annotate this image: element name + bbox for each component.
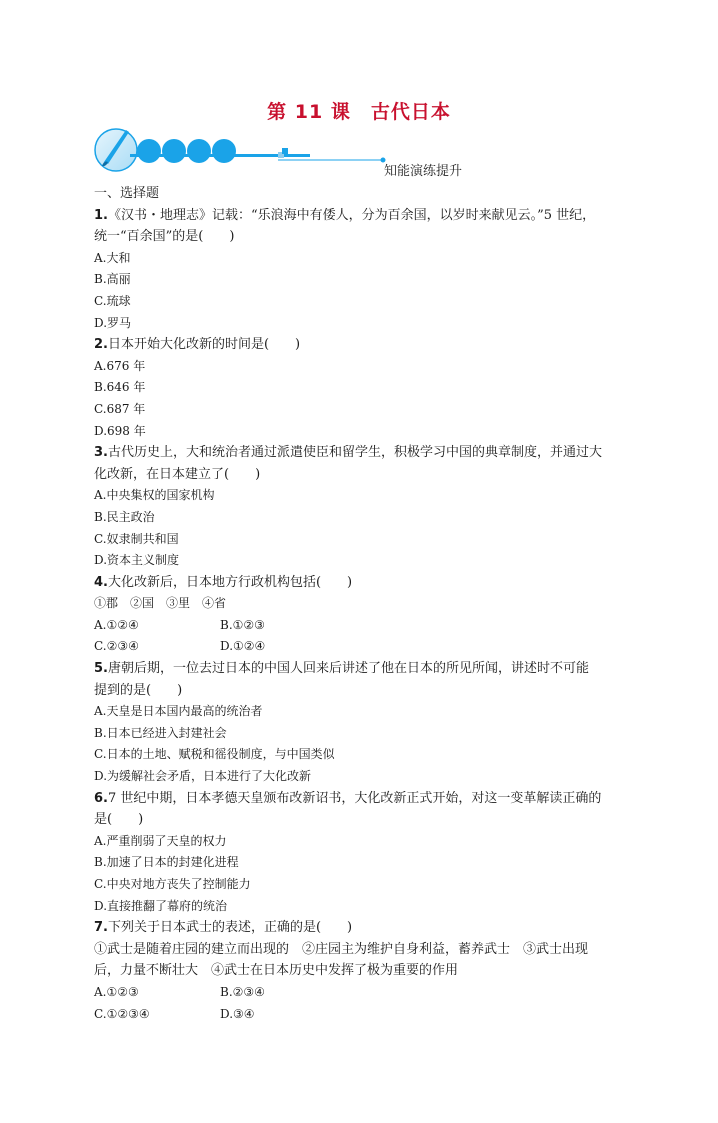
question-text: 唐朝后期，一位去过日本的中国人回来后讲述了他在日本的所见所闻，讲述时不可能 [107,661,589,677]
option-d: D.资本主义制度 [94,553,180,568]
option-a: A.大和 [94,250,131,265]
option-a: A.中央集权的国家机构 [94,488,215,503]
question-text: 化改新，在日本建立了( ) [94,466,261,482]
question-text: 日本开始大化改新的时间是( ) [107,337,301,353]
option-c: C.687 年 [94,401,146,416]
question-7 [94,917,639,1025]
question-items: ①武士是随着庄园的建立而出现的 ②庄园主为维护自身利益，蓄养武士 ③武士出现 [94,941,589,957]
question-1 [94,205,639,335]
option-c: C.奴隶制共和国 [94,531,179,546]
question-number: 6. [94,790,108,806]
question-items: 后，力量不断壮大 ④武士在日本历史中发挥了极为重要的作用 [94,963,459,979]
option-c: C.中央对地方丧失了控制能力 [94,877,251,891]
option-b: B.日本已经进入封建社会 [94,725,227,740]
question-number: 4. [94,574,108,590]
option-d: D.为缓解社会矛盾，日本进行了大化改新 [94,769,312,784]
option-d: D.698 年 [94,423,146,438]
question-number: 7. [94,920,108,936]
question-3 [94,442,639,572]
question-text: 7 世纪中期，日本孝德天皇颁布改新诏书，大化改新正式开始，对这一变革解读正确的 [107,790,602,806]
question-text: 提到的是( ) [94,682,183,698]
option-b: B.①②③ [220,617,265,632]
question-text: 是( ) [94,812,144,828]
question-number: 2. [94,337,108,353]
question-6 [94,788,639,918]
section-heading: 一、选择题 [94,186,160,201]
option-c: C.①②③④ [94,1006,150,1021]
option-d: D.罗马 [94,315,132,330]
option-a: A.676 年 [94,358,146,373]
option-b: B.②③④ [220,984,265,999]
dot-icon [162,139,186,163]
question-number: 5. [94,661,108,677]
question-text: 古代历史上，大和统治者通过派遣使臣和留学生，积极学习中国的典章制度，并通过大 [107,445,602,461]
option-b: B.加速了日本的封建化进程 [94,855,239,870]
question-5 [94,658,639,788]
option-a: A.严重削弱了天皇的权力 [94,833,227,848]
question-2 [94,334,639,442]
option-a: A.①②③ [94,984,139,999]
question-text: 大化改新后，日本地方行政机构包括( ) [107,574,353,590]
dot-icon [187,139,211,163]
option-b: B.646 年 [94,380,146,395]
option-b: B.民主政治 [94,509,155,524]
banner-label: 知能演练提升 [384,164,463,179]
option-d: D.直接推翻了幕府的统治 [94,898,228,913]
option-c: C.日本的土地、赋税和徭役制度，与中国类似 [94,747,335,762]
question-4 [94,572,639,658]
question-text: 《汉书・地理志》记载：“乐浪海中有倭人，分为百余国，以岁时来献见云。”5 世纪， [107,207,596,223]
question-number: 1. [94,207,108,223]
question-items: ①郡 ②国 ③里 ④省 [94,596,227,611]
question-number: 3. [94,445,108,461]
question-text: 统一“百余国”的是( ) [94,229,235,245]
option-d: D.③④ [220,1006,255,1021]
page-title: 第 11 课 古代日本 [267,101,451,123]
question-list [94,183,639,1025]
question-text: 下列关于日本武士的表述，正确的是( ) [107,920,353,936]
option-c: C.琉球 [94,293,131,308]
option-d: D.①②④ [220,639,266,654]
dot-icon [137,139,161,163]
option-a: A.①②④ [94,617,139,632]
option-c: C.②③④ [94,639,139,654]
option-b: B.高丽 [94,272,131,287]
option-a: A.天皇是日本国内最高的统治者 [94,704,263,719]
dot-icon [212,139,236,163]
